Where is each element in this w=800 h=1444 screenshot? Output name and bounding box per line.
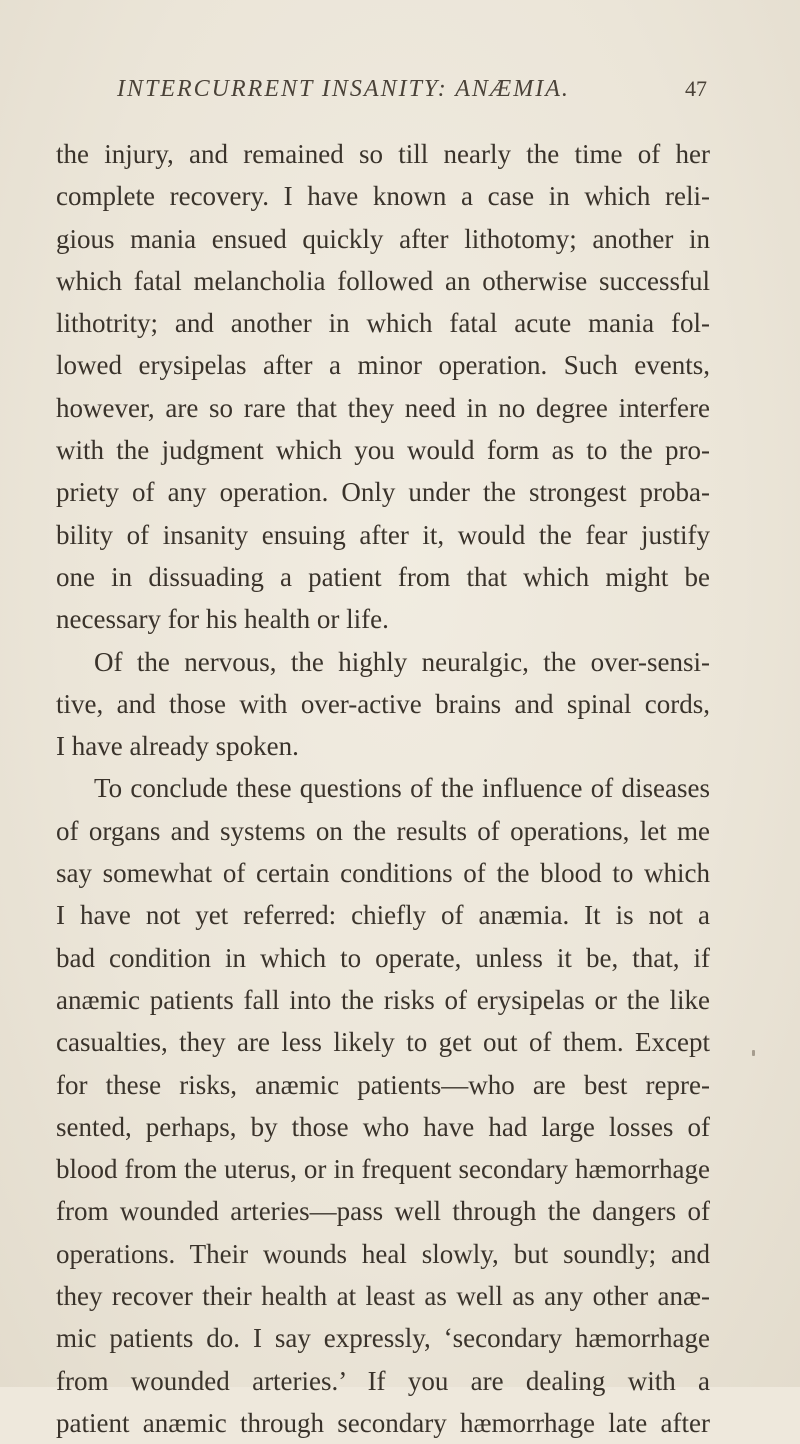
text-line: I have not yet referred: chiefly of anæmia. It is not a [56, 900, 710, 931]
text-line: casualties, they are less likely to get out of them. Except [56, 1027, 710, 1058]
text-line: from wounded arteries.’ If you are dealing with a [56, 1365, 710, 1396]
text-line: they recover their health at least as well as any other anæ- [56, 1281, 710, 1312]
text-line: with the judgment which you would form as to the pro- [56, 435, 710, 466]
text-line: lithotrity; and another in which fatal acute mania fol- [56, 308, 710, 339]
text-line: blood from the uterus, or in frequent secondary hæmorrhage [56, 1154, 710, 1185]
text-line: the injury, and remained so till nearly the time of her [56, 139, 710, 169]
text-line: bad condition in which to operate, unless it be, that, if [56, 942, 710, 973]
running-title: INTERCURRENT INSANITY: ANÆMIA. [117, 76, 570, 102]
text-line: mic patients do. I say expressly, ‘secondary hæmorrhage [56, 1323, 710, 1354]
text-line: operations. Their wounds heal slowly, but soundly; and [56, 1238, 710, 1269]
page-header [117, 76, 707, 116]
text-line: patient anæmic through secondary hæmorrhage late after [56, 1407, 710, 1438]
text-line: tive, and those with over-active brains and spinal cords, [56, 688, 710, 719]
text-line: anæmic patients fall into the risks of erysipelas or the like [56, 984, 710, 1015]
text-line: necessary for his health or life. [56, 604, 389, 635]
text-line: Of the nervous, the highly neuralgic, the over-sensi- [94, 646, 710, 677]
text-line: say somewhat of certain conditions of the blood to which [56, 858, 710, 889]
text-line: complete recovery. I have known a case in which reli- [56, 181, 710, 212]
text-line: I have already spoken. [56, 731, 299, 762]
text-line: for these risks, anæmic patients—who are best repre- [56, 1069, 710, 1100]
text-line: bility of insanity ensuing after it, would the fear justify [56, 519, 710, 550]
body-text [56, 133, 710, 1444]
text-line: To conclude these questions of the influence of diseases [94, 773, 710, 804]
text-line: which fatal melancholia followed an otherwise successful [56, 265, 710, 296]
text-line: one in dissuading a patient from that which might be [56, 561, 710, 592]
text-line: gious mania ensued quickly after lithotomy; another in [56, 223, 710, 254]
text-line: from wounded arteries—pass well through the dangers of [56, 1196, 710, 1227]
text-line: lowed erysipelas after a minor operation. Such events, [56, 350, 710, 381]
page-number: 47 [685, 76, 707, 101]
text-line: sented, perhaps, by those who have had large losses of [56, 1111, 710, 1142]
text-line: of organs and systems on the results of operations, let me [56, 815, 710, 846]
paper-speck [752, 1050, 755, 1056]
text-line: priety of any operation. Only under the strongest proba- [56, 477, 710, 508]
text-line: however, are so rare that they need in no degree interfere [56, 392, 710, 423]
